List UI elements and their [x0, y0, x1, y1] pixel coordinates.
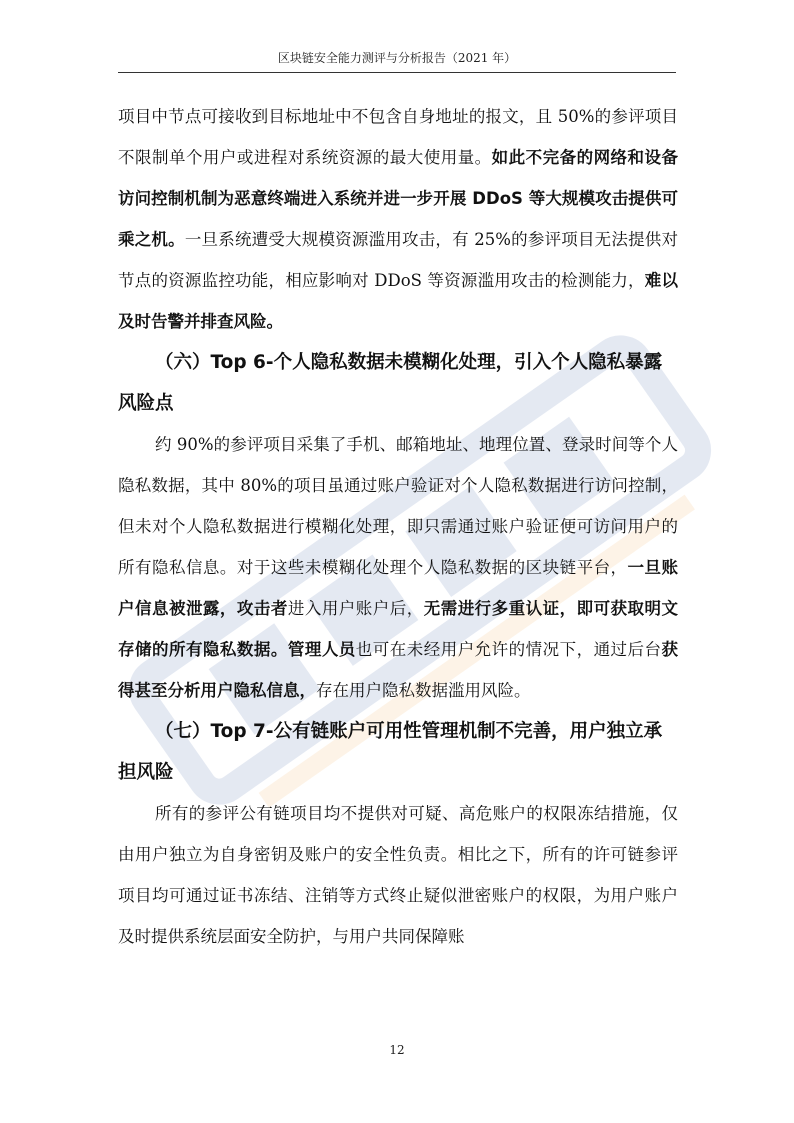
section-heading-6: （六）Top 6-个人隐私数据未模糊化处理，引入个人隐私暴露风险点 — [118, 352, 663, 414]
paragraph-1 — [118, 96, 678, 342]
text-run-bold: 难以及时告警并排查风险。 — [118, 271, 679, 331]
paragraph-2 — [118, 424, 678, 711]
text-run-bold: 无需进行多重认证，即可获取明文存储的所有隐私数据。管理人员 — [118, 599, 678, 659]
paragraph-3 — [118, 793, 678, 957]
text-run: 约 90%的参评项目采集了手机、邮箱地址、地理位置、登录时间等个人隐私数据，其中 80%的项目虽通过账户验证对个人隐私数据进行访问控制，但未对个人隐私数据进行模糊化处理，即只需通过账户验证便可访问用户的所有隐私信息。对于这些未模糊化处理个人隐私数据的区块链平台， — [118, 435, 678, 577]
text-run-bold: 如此不完备的网络和设备访问控制机制为恶意终端进入系统并进一步开展 DDoS 等大规模攻击提供可乘之机。 — [118, 148, 678, 249]
page-header: 区块链安全能力测评与分析报告（2021 年） — [118, 50, 676, 73]
text-run: 项目中节点可接收到目标地址中不包含自身地址的报文，且 50%的参评项目不限制单个用户或进程对系统资源的最大使用量。 — [118, 107, 678, 167]
section-heading-7: （七）Top 7-公有链账户可用性管理机制不完善，用户独立承担风险 — [118, 721, 663, 783]
text-run: 所有的参评公有链项目均不提供对可疑、高危账户的权限冻结措施，仅由用户独立为自身密钥及账户的安全性负责。相比之下，所有的许可链参评项目均可通过证书冻结、注销等方式终止疑似泄密账户的权限，为用户账户及时提供系统层面安全防护，与用户共同保障账 — [118, 804, 678, 946]
text-run: 一旦系统遭受大规模资源滥用攻击，有 25%的参评项目无法提供对节点的资源监控功能，相应影响对 DDoS 等资源滥用攻击的检测能力， — [118, 230, 679, 290]
text-run: 存在用户隐私数据滥用风险。 — [316, 681, 531, 700]
text-run: 也可在未经用户允许的情况下，通过后台 — [355, 640, 662, 659]
text-run-bold: 获得甚至分析用户隐私信息， — [118, 640, 678, 700]
page-number: 12 — [389, 1043, 405, 1057]
document-body — [118, 96, 678, 957]
text-run: 进入用户账户后， — [287, 599, 424, 618]
text-run-bold: 一旦账户信息被泄露，攻击者 — [118, 558, 678, 618]
